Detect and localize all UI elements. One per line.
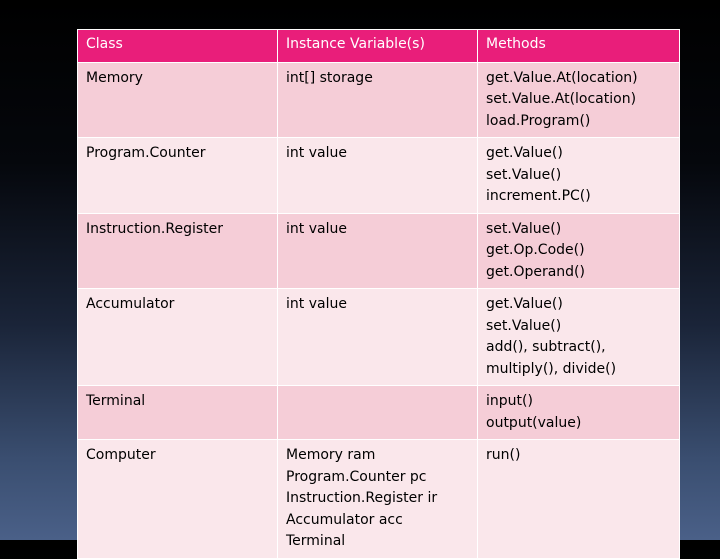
variable-line: Program.Counter pc [286, 468, 427, 485]
table-row [78, 213, 680, 289]
method-line: output(value) [486, 414, 582, 431]
method-line: multiply(), divide() [486, 360, 617, 377]
method-line: run() [486, 447, 521, 463]
variable-line: int value [286, 296, 347, 312]
method-line: get.Operand() [486, 263, 585, 280]
methods-cell [478, 289, 680, 386]
variable-line: Memory ram [286, 447, 376, 463]
method-line: get.Op.Code() [486, 242, 585, 258]
method-line: set.Value() [486, 166, 562, 183]
method-line: get.Value.At(location) [486, 69, 638, 86]
method-line: add(), subtract(), [486, 339, 606, 355]
variables-cell [278, 440, 478, 559]
table-row [78, 386, 680, 440]
variables-cell [278, 62, 478, 138]
method-line: get.Value() [486, 145, 563, 161]
methods-cell [478, 440, 680, 559]
method-line: increment.PC() [486, 188, 591, 204]
table-row [78, 440, 680, 559]
table-row [78, 62, 680, 138]
variables-cell [278, 289, 478, 386]
variables-cell [278, 386, 478, 440]
method-line: load.Program() [486, 112, 591, 129]
header-methods: Methods [478, 30, 680, 63]
class-table [77, 29, 680, 559]
class-cell: Memory [78, 62, 278, 138]
variable-line: Instruction.Register ir [286, 490, 438, 506]
methods-cell [478, 138, 680, 214]
class-cell: Program.Counter [78, 138, 278, 214]
variable-line: int[] storage [286, 69, 373, 86]
methods-cell [478, 62, 680, 138]
method-line: get.Value() [486, 296, 563, 312]
class-cell: Instruction.Register [78, 213, 278, 289]
method-line: set.Value.At(location) [486, 91, 637, 107]
class-cell: Computer [78, 440, 278, 559]
header-instance-variables: Instance Variable(s) [278, 30, 478, 63]
methods-cell [478, 213, 680, 289]
header-class: Class [78, 30, 278, 63]
variable-line: Accumulator acc [286, 511, 403, 528]
variables-cell [278, 213, 478, 289]
method-line: set.Value() [486, 317, 562, 334]
variable-line: Terminal [286, 533, 346, 549]
table-row [78, 138, 680, 214]
class-cell: Terminal [78, 386, 278, 440]
method-line: set.Value() [486, 220, 562, 237]
table-header-row [78, 30, 680, 63]
methods-cell [478, 386, 680, 440]
variable-line: int value [286, 220, 347, 237]
variables-cell [278, 138, 478, 214]
table-row [78, 289, 680, 386]
method-line: input() [486, 393, 533, 409]
class-cell: Accumulator [78, 289, 278, 386]
variable-line: int value [286, 145, 347, 161]
